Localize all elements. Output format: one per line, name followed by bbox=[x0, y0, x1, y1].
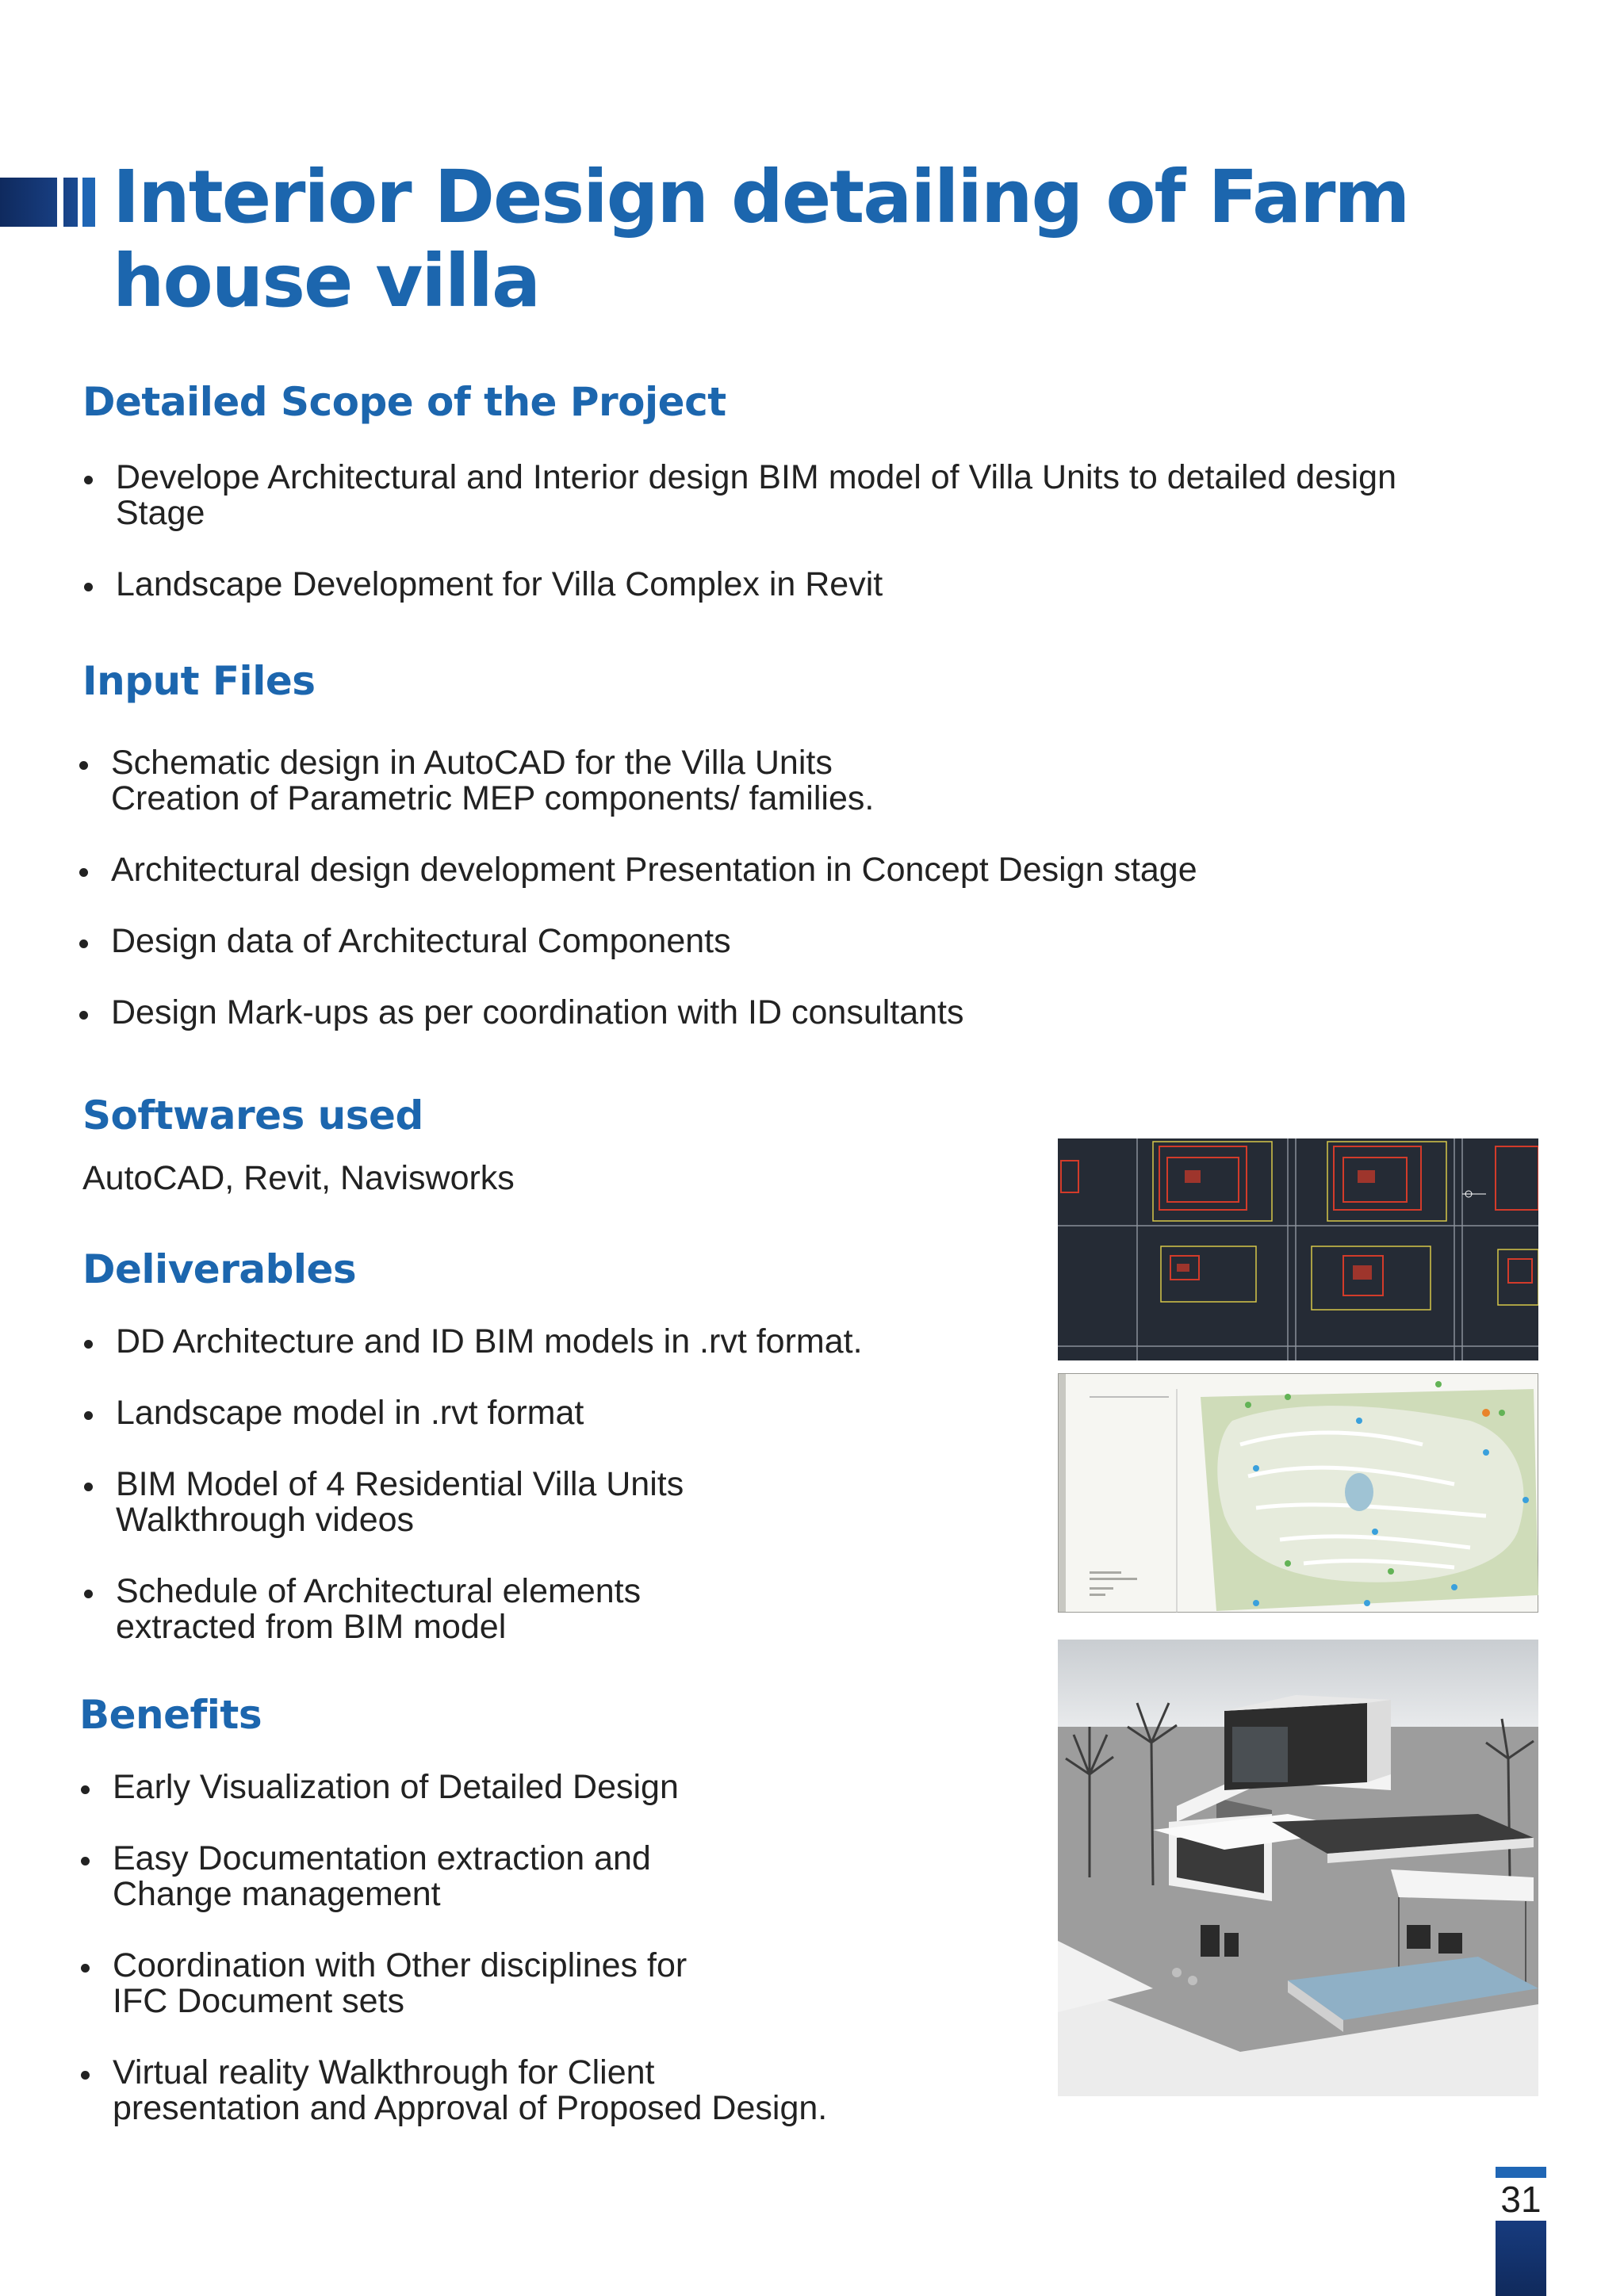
autocad-plan-image bbox=[1058, 1138, 1538, 1360]
benefits-list bbox=[79, 1770, 1015, 2162]
list-item bbox=[78, 995, 1505, 1031]
page-number-block bbox=[1496, 2167, 1546, 2296]
list-item-line: Design Mark-ups as per coordination with ID consultants bbox=[111, 993, 964, 1031]
title-accent-bar bbox=[0, 178, 78, 227]
list-item bbox=[82, 567, 1589, 603]
list-item bbox=[82, 460, 1589, 531]
list-item-line: Schematic design in AutoCAD for the Villa Units bbox=[111, 744, 833, 782]
title-accent-stripe bbox=[82, 178, 95, 227]
list-item-line: Stage bbox=[116, 494, 205, 532]
villa-3d-render-image bbox=[1058, 1640, 1538, 2096]
list-item bbox=[79, 1770, 1015, 1805]
list-item bbox=[79, 1948, 1015, 2019]
list-item-line: Landscape model in .rvt format bbox=[116, 1394, 584, 1432]
list-item-line: Schedule of Architectural elements bbox=[116, 1572, 642, 1610]
list-item-line: Landscape Development for Villa Complex in Revit bbox=[116, 565, 883, 603]
list-item-line: Easy Documentation extraction and bbox=[113, 1839, 651, 1877]
list-item-line: Creation of Parametric MEP components/ families. bbox=[111, 779, 875, 817]
page-number-bottom-bar bbox=[1496, 2221, 1546, 2296]
list-item-line: IFC Document sets bbox=[113, 1982, 404, 2020]
list-item bbox=[78, 924, 1505, 959]
list-item bbox=[82, 1395, 1018, 1431]
page-title: Interior Design detailing of Farm house villa bbox=[113, 155, 1409, 323]
list-item-line: Walkthrough videos bbox=[116, 1501, 415, 1539]
list-item bbox=[82, 1467, 1018, 1538]
input-files-list bbox=[78, 745, 1505, 1066]
input-files-heading: Input Files bbox=[82, 658, 316, 704]
list-item-line: BIM Model of 4 Residential Villa Units bbox=[116, 1465, 684, 1503]
softwares-text: AutoCAD, Revit, Navisworks bbox=[82, 1159, 515, 1197]
softwares-heading: Softwares used bbox=[82, 1093, 423, 1138]
list-item bbox=[79, 1841, 1015, 1912]
list-item-line: presentation and Approval of Proposed Design. bbox=[113, 2089, 828, 2127]
list-item-line: DD Architecture and ID BIM models in .rvt format. bbox=[116, 1322, 863, 1360]
list-item-line: Architectural design development Presentation in Concept Design stage bbox=[111, 851, 1197, 889]
list-item-line: Virtual reality Walkthrough for Client bbox=[113, 2053, 655, 2091]
list-item bbox=[82, 1324, 1018, 1360]
deliverables-heading: Deliverables bbox=[82, 1246, 357, 1292]
list-item bbox=[79, 2055, 1015, 2126]
list-item bbox=[78, 745, 1505, 817]
benefits-heading: Benefits bbox=[79, 1692, 262, 1738]
list-item-line: Change management bbox=[113, 1875, 441, 1913]
page-number: 31 bbox=[1500, 2179, 1542, 2220]
scope-list bbox=[82, 460, 1589, 638]
list-item bbox=[82, 1574, 1018, 1645]
list-item bbox=[78, 852, 1505, 888]
page-number-top-bar bbox=[1496, 2167, 1546, 2178]
scope-heading: Detailed Scope of the Project bbox=[82, 379, 726, 425]
landscape-masterplan-image bbox=[1058, 1373, 1538, 1613]
list-item-line: Design data of Architectural Components bbox=[111, 922, 731, 960]
deliverables-list bbox=[82, 1324, 1018, 1681]
list-item-line: extracted from BIM model bbox=[116, 1608, 507, 1646]
list-item-line: Early Visualization of Detailed Design bbox=[113, 1768, 679, 1806]
list-item-line: Develope Architectural and Interior design BIM model of Villa Units to detailed design bbox=[116, 458, 1396, 496]
list-item-line: Coordination with Other disciplines for bbox=[113, 1946, 688, 1984]
